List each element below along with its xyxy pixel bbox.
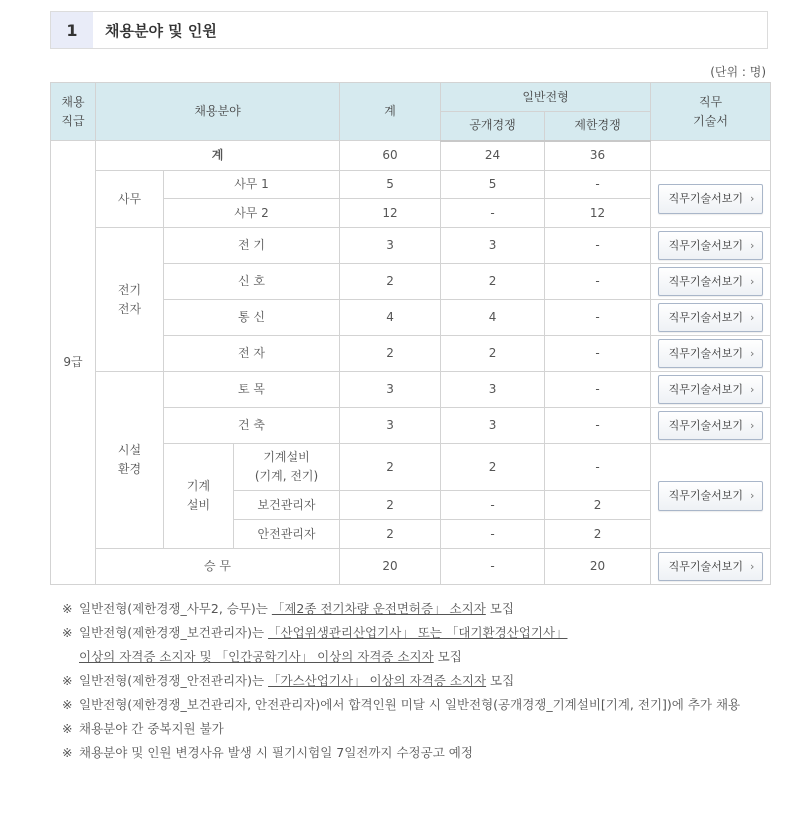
header-field: 채용분야 [96,83,340,141]
group-mech: 기계 설비 [164,444,234,549]
header-general: 일반전형 [441,83,651,112]
chevron-right-icon: › [750,238,755,252]
note-underlined: 「제2종 전기차량 운전면허증」 소지자 [271,601,486,616]
note-item: ※ 일반전형(제한경쟁_안전관리자)는 「가스산업기사」 이상의 자격증 소지자 모집 [62,669,774,693]
header-open: 공개경쟁 [441,112,545,141]
jobdesc-cell [651,228,771,264]
total-jobdesc-empty [651,141,771,171]
jobdesc-cell [651,549,771,585]
row-total: 3 [340,228,441,264]
row-label: 기계설비 (기계, 전기) [234,444,340,491]
note-underlined: 이상의 자격증 소지자 및 「인간공학기사」 이상의 자격증 소지자 [79,649,434,664]
chevron-right-icon: › [750,346,755,360]
row-label: 건 축 [164,408,340,444]
header-grade: 채용 직급 [51,83,96,141]
row-total: 20 [340,549,441,585]
row-total: 4 [340,300,441,336]
note-item: ※ 일반전형(제한경쟁_사무2, 승무)는 「제2종 전기차량 운전면허증」 소지자 모집 [62,597,774,621]
unit-label: (단위 : 명) [710,65,766,79]
row-label: 토 목 [164,372,340,408]
note-mark: ※ [62,601,73,616]
jobdesc-cell [651,408,771,444]
note-item: ※ 일반전형(제한경쟁_보건관리자)는 「산업위생관리산업기사」 또는 「대기환경산업기사」 이상의 자격증 소지자 및 「인간공학기사」 이상의 자격증 소지자 모집 [62,621,774,669]
row-label: 보건관리자 [234,491,340,520]
recruitment-table [50,82,771,585]
row-open: 2 [441,264,545,300]
row-open: - [441,199,545,228]
row-open: 3 [441,372,545,408]
jobdesc-cell [651,372,771,408]
row-label: 신 호 [164,264,340,300]
row-limited: - [545,408,651,444]
row-label: 사무 2 [164,199,340,228]
row-total: 2 [340,336,441,372]
header-limited: 제한경쟁 [545,112,651,141]
notes-list [62,597,774,765]
group-elec: 전기 전자 [96,228,164,372]
row-limited: - [545,336,651,372]
row-label: 승 무 [96,549,340,585]
header-total: 계 [340,83,441,141]
row-limited: 20 [545,549,651,585]
row-limited: 2 [545,520,651,549]
row-label: 사무 1 [164,171,340,199]
note-mark: ※ [62,625,73,640]
row-limited: - [545,372,651,408]
jobdesc-cell [651,336,771,372]
note-mark: ※ [62,745,73,760]
jobdesc-cell [651,444,771,549]
section-header [50,11,768,49]
total-sum: 60 [340,141,441,171]
jobdesc-button[interactable]: 직무기술서보기 › [658,552,764,581]
note-underlined: 「가스산업기사」 이상의 자격증 소지자 [268,673,487,688]
total-open: 24 [441,141,545,171]
group-samu: 사무 [96,171,164,228]
row-open: - [441,520,545,549]
row-label: 전 자 [164,336,340,372]
row-open: - [441,491,545,520]
note-mark: ※ [62,721,73,736]
chevron-right-icon: › [750,418,755,432]
row-open: - [441,549,545,585]
row-limited: - [545,300,651,336]
row-limited: 12 [545,199,651,228]
group-facility: 시설 환경 [96,372,164,549]
row-total: 12 [340,199,441,228]
jobdesc-cell [651,264,771,300]
section-title: 채용분야 및 인원 [105,21,217,40]
row-limited: - [545,264,651,300]
jobdesc-button[interactable]: 직무기술서보기 › [658,481,764,510]
jobdesc-button[interactable]: 직무기술서보기 › [658,303,764,332]
jobdesc-button[interactable]: 직무기술서보기 › [658,267,764,296]
jobdesc-button[interactable]: 직무기술서보기 › [658,411,764,440]
jobdesc-cell [651,300,771,336]
row-open: 5 [441,171,545,199]
total-limited: 36 [545,141,651,171]
row-label: 통 신 [164,300,340,336]
row-open: 4 [441,300,545,336]
chevron-right-icon: › [750,192,755,206]
total-label: 계 [96,141,340,171]
row-limited: - [545,171,651,199]
note-item: ※ 채용분야 및 인원 변경사유 발생 시 필기시험일 7일전까지 수정공고 예정 [62,741,774,765]
jobdesc-cell [651,171,771,228]
row-open: 3 [441,408,545,444]
jobdesc-button[interactable]: 직무기술서보기 › [658,184,764,213]
jobdesc-button[interactable]: 직무기술서보기 › [658,375,764,404]
row-limited: 2 [545,491,651,520]
row-label: 안전관리자 [234,520,340,549]
row-limited: - [545,444,651,491]
note-mark: ※ [62,697,73,712]
header-jobdesc: 직무 기술서 [651,83,771,141]
note-item: ※ 채용분야 간 중복지원 불가 [62,717,774,741]
row-label: 전 기 [164,228,340,264]
chevron-right-icon: › [750,559,755,573]
chevron-right-icon: › [750,382,755,396]
note-mark: ※ [62,673,73,688]
grade-cell: 9급 [51,141,96,585]
row-limited: - [545,228,651,264]
row-open: 2 [441,444,545,491]
chevron-right-icon: › [750,310,755,324]
row-total: 2 [340,264,441,300]
note-item: ※ 일반전형(제한경쟁_보건관리자, 안전관리자)에서 합격인원 미달 시 일반전형(공개경쟁_기계설비[기계, 전기])에 추가 채용 [62,693,774,717]
section-number: 1 [51,12,93,48]
row-total: 3 [340,372,441,408]
jobdesc-button[interactable]: 직무기술서보기 › [658,231,764,260]
chevron-right-icon: › [750,274,755,288]
note-underlined: 「산업위생관리산업기사」 또는 「대기환경산업기사」 [268,625,568,640]
row-total: 3 [340,408,441,444]
chevron-right-icon: › [750,489,755,503]
row-total: 5 [340,171,441,199]
row-total: 2 [340,520,441,549]
row-total: 2 [340,444,441,491]
jobdesc-button[interactable]: 직무기술서보기 › [658,339,764,368]
row-open: 2 [441,336,545,372]
row-open: 3 [441,228,545,264]
row-total: 2 [340,491,441,520]
